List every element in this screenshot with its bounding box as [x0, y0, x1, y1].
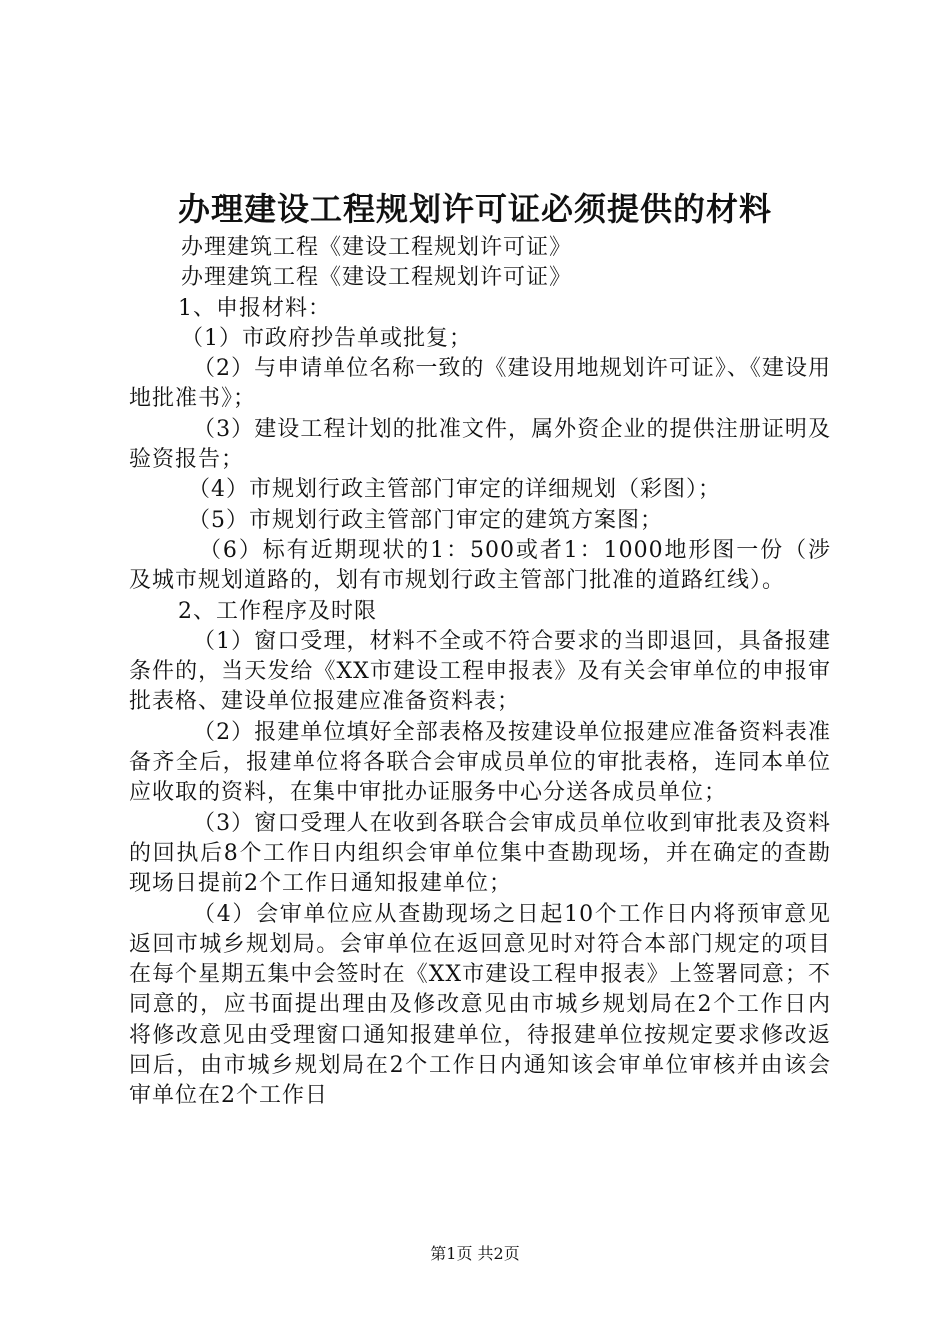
document-subtitle: 办理建筑工程《建设工程规划许可证》 [181, 265, 573, 291]
material-item: （4）市规划行政主管部门审定的详细规划（彩图）； [188, 477, 721, 503]
document-body [129, 233, 831, 1112]
material-item: （5）市规划行政主管部门审定的建筑方案图； [188, 507, 663, 533]
material-item: （6）标有近期现状的1：500或者1：1000地形图一份（涉及城市规划道路的，划有市规划行政主管部门批准的道路红线）。 [129, 537, 831, 594]
procedure-item: （4）会审单位应从查勘现场之日起10个工作日内将预审意见返回市城乡规划局。会审单位在返回意见时对符合本部门规定的项目在每个星期五集中会签时在《XX市建设工程申报表》上签署同意；不同意的，应书面提出理由及修改意见由市城乡规划局在2个工作日内将修改意见由受理窗口通知报建单位，待报建单位按规定要求修改返回后，由市城乡规划局在2个工作日内通知该会审单位审核并由该会审单位在2个工作日 [129, 901, 831, 1109]
procedure-item: （3）窗口受理人在收到各联合会审成员单位收到审批表及资料的回执后8个工作日内组织会审单位集中查勘现场，并在确定的查勘现场日提前2个工作日通知报建单位； [129, 810, 831, 897]
procedure-item: （2）报建单位填好全部表格及按建设单位报建应准备资料表准备齐全后，报建单位将各联合会审成员单位的审批表格，连同本单位应收取的资料，在集中审批办证服务中心分送各成员单位； [129, 719, 831, 806]
material-item: （1）市政府抄告单或批复； [181, 325, 472, 351]
document-subtitle: 办理建筑工程《建设工程规划许可证》 [181, 235, 573, 260]
document-title: 办理建设工程规划许可证必须提供的材料 [177, 190, 772, 228]
material-item: （2）与申请单位名称一致的《建设用地规划许可证》、《建设用地批准书》； [129, 356, 831, 412]
material-item: （3）建设工程计划的批准文件，属外资企业的提供注册证明及验资报告； [129, 416, 831, 473]
section-heading: 1、申报材料： [178, 295, 331, 321]
procedure-item: （1）窗口受理，材料不全或不符合要求的当即退回，具备报建条件的，当天发给《XX市建设工程申报表》及有关会审单位的申报审批表格、建设单位报建应准备资料表； [129, 628, 831, 715]
section-heading: 2、工作程序及时限 [178, 598, 377, 624]
page-indicator: 第1页 共2页 [430, 1244, 520, 1263]
